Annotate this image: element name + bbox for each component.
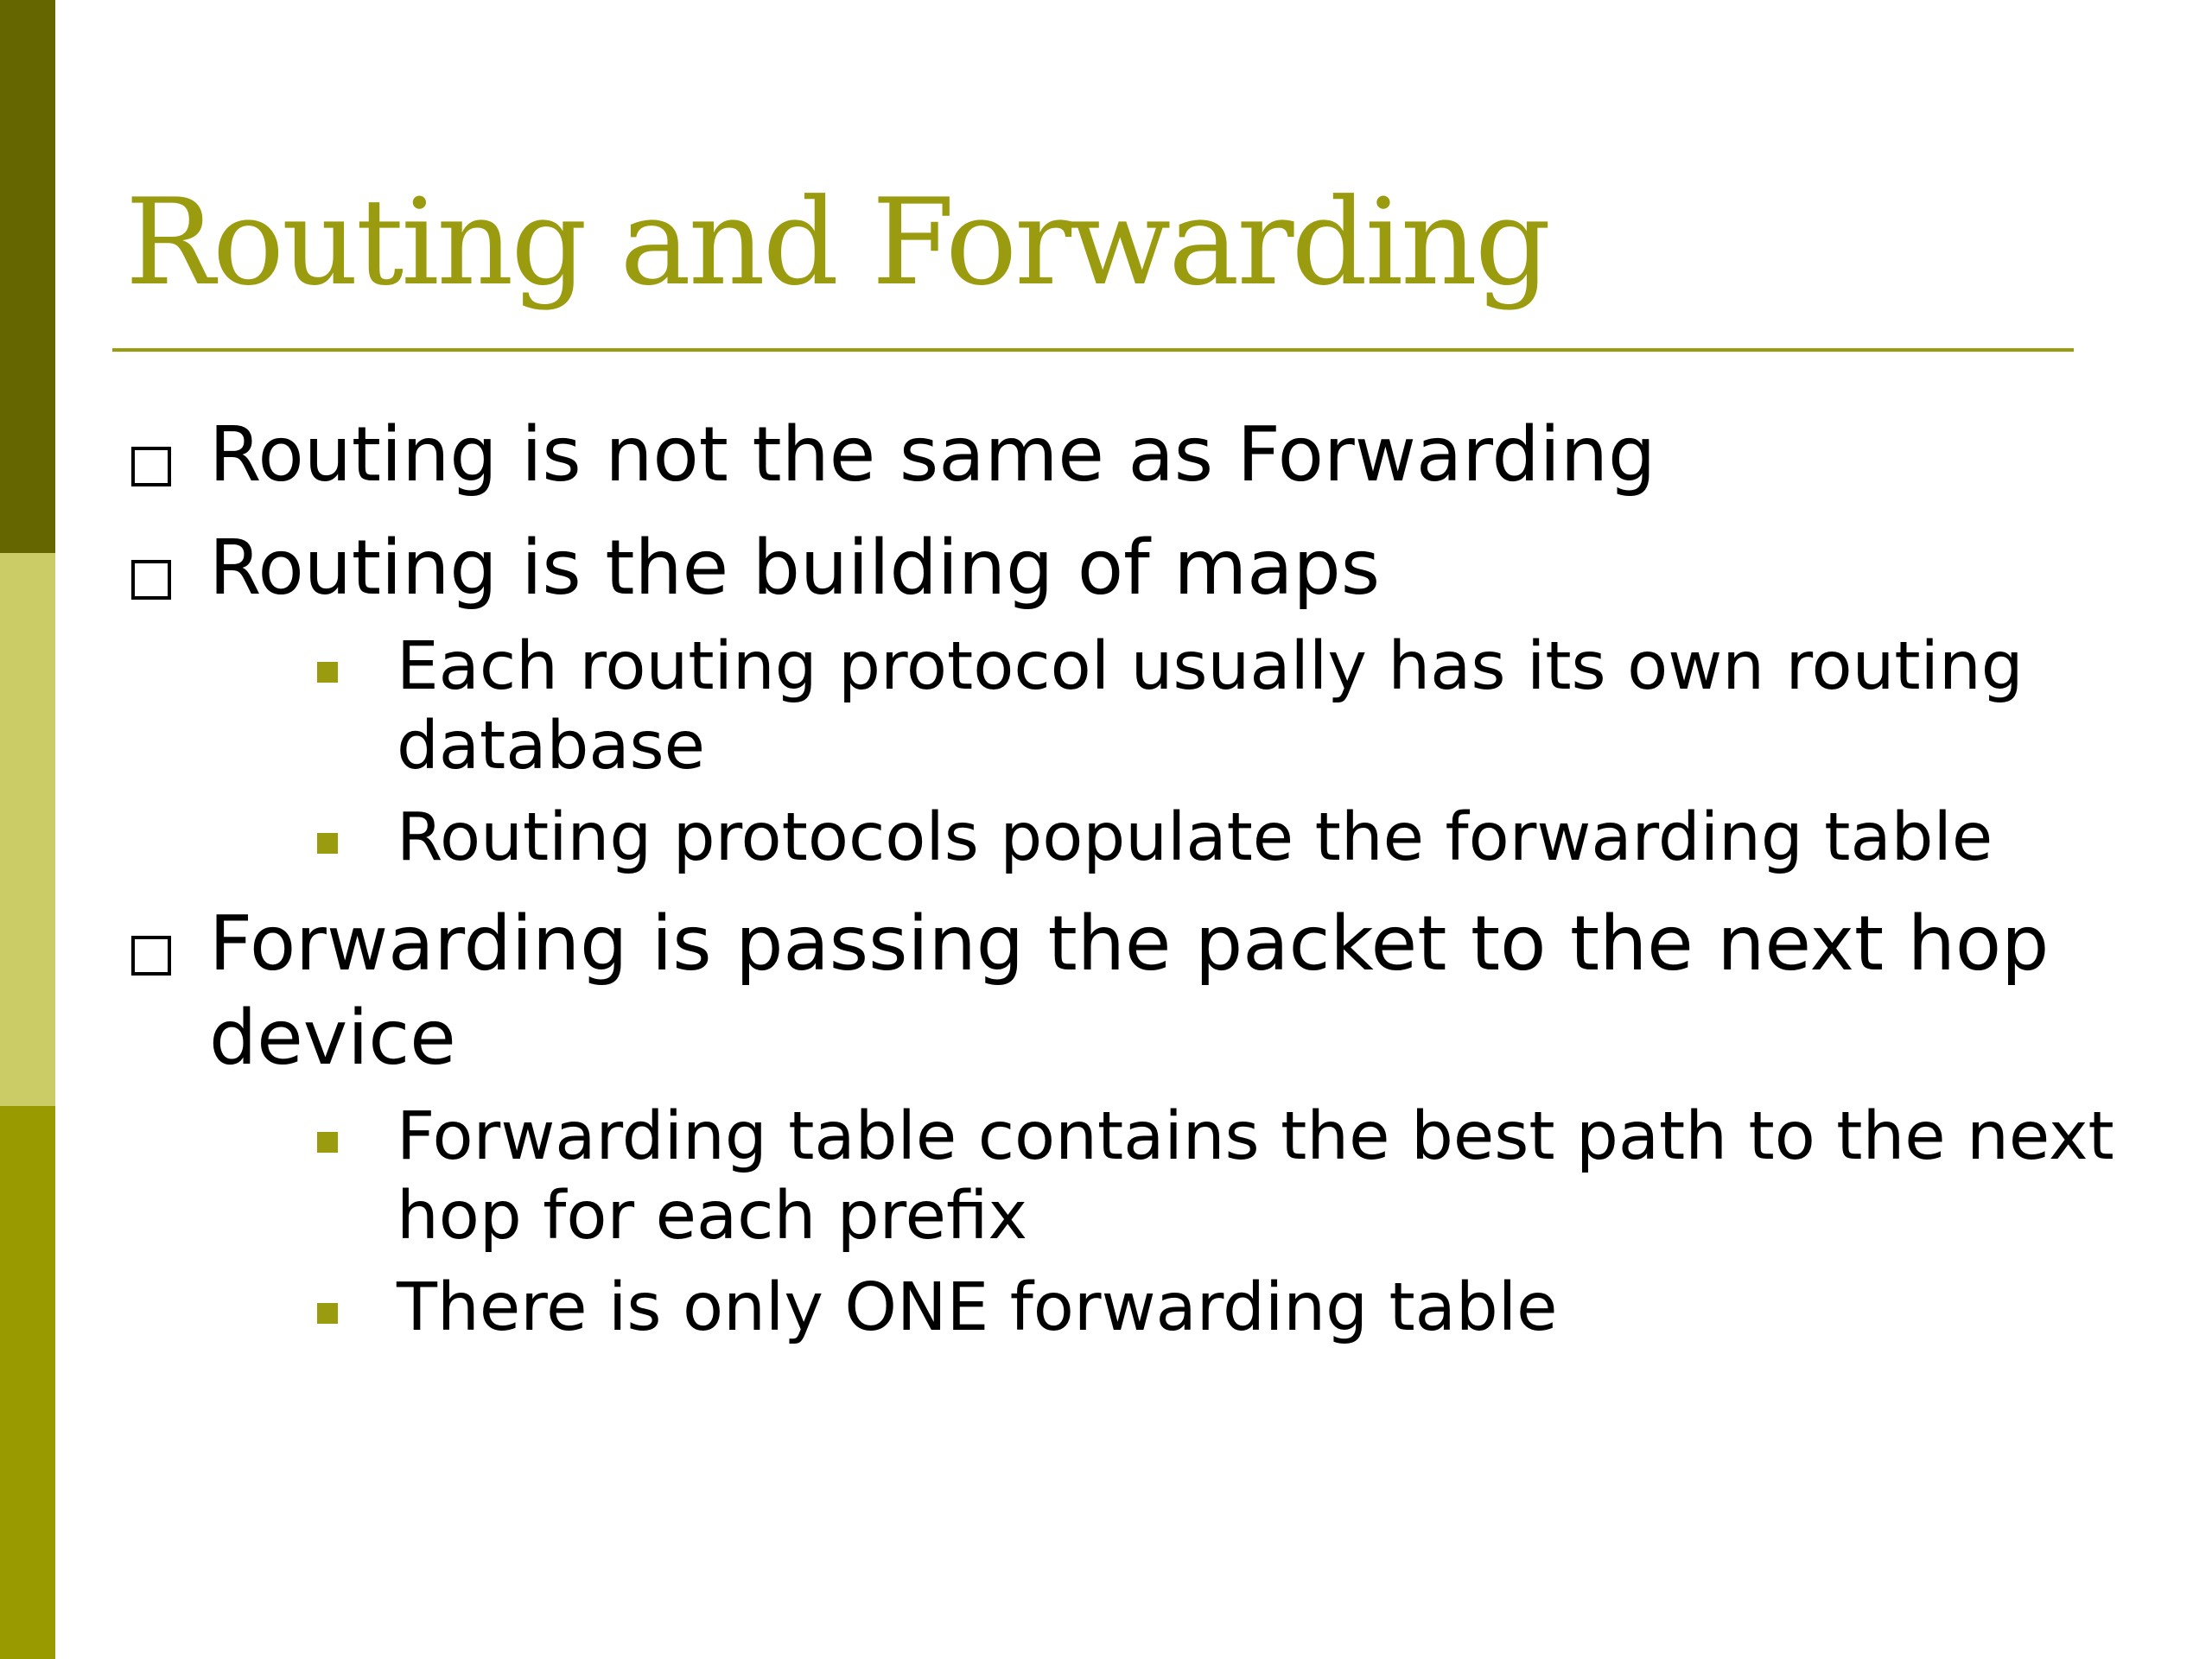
square-bullet-icon [131, 560, 171, 600]
bullet-item [130, 897, 2117, 1348]
sub-bullet-text: Routing protocols populate the forwarding table [397, 799, 1993, 876]
sub-bullet-item [209, 1097, 2117, 1256]
bullet-text: Routing is not the same as Forwarding [209, 410, 1656, 499]
sub-bullet-list [209, 1097, 2117, 1348]
bullet-text: Routing is the building of maps [209, 524, 1381, 612]
square-bullet-icon [131, 447, 171, 486]
sub-bullet-item [209, 627, 2117, 786]
accent-bar-top [0, 0, 55, 553]
title-underline [112, 348, 2074, 352]
sub-bullet-item [209, 798, 2117, 878]
filled-square-bullet-icon [317, 1132, 338, 1153]
sub-bullet-text: Each routing protocol usually has its own routing database [397, 628, 2024, 785]
sub-bullet-text: Forwarding table contains the best path to the next hop for each prefix [397, 1098, 2114, 1255]
filled-square-bullet-icon [317, 833, 338, 854]
sub-bullet-text: There is only ONE forwarding table [397, 1269, 1558, 1346]
sub-bullet-list [209, 627, 2117, 878]
sub-bullet-item [209, 1268, 2117, 1348]
bullet-text: Forwarding is passing the packet to the next hop device [209, 899, 2050, 1082]
accent-bar-middle [0, 553, 55, 1106]
filled-square-bullet-icon [317, 662, 338, 683]
square-bullet-icon [131, 936, 171, 976]
left-accent-bar [0, 0, 55, 1659]
filled-square-bullet-icon [317, 1303, 338, 1324]
bullet-item [130, 408, 2117, 502]
accent-bar-bottom [0, 1106, 55, 1659]
bullet-item [130, 521, 2117, 878]
bullet-list [130, 389, 2117, 1348]
slide-title: Routing and Forwarding [125, 173, 1549, 312]
